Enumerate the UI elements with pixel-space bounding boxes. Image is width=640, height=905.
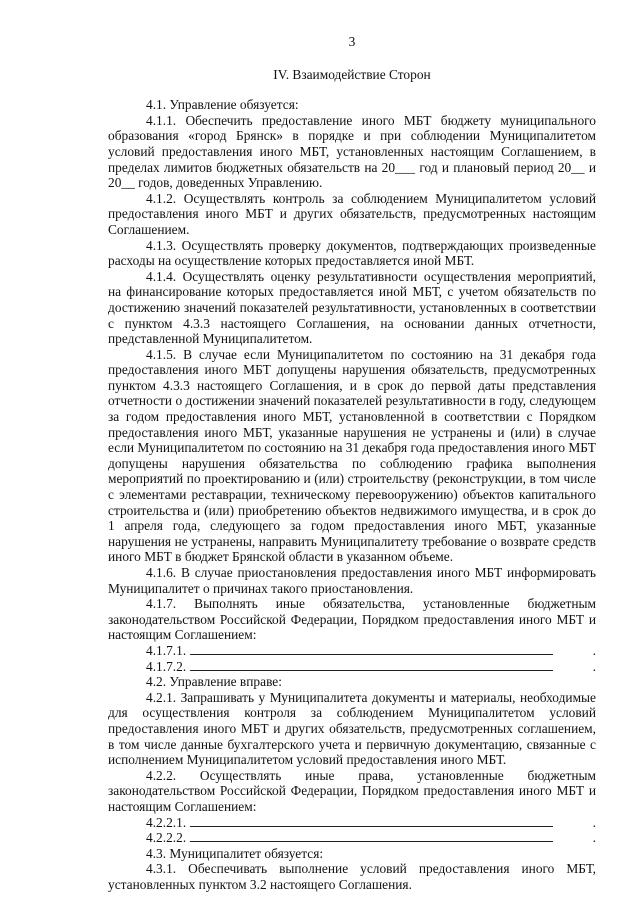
paragraph-4-1-4: 4.1.4. Осуществлять оценку результативности осуществления мероприятий, на финансирование которых предоставляется иной МБТ, с учетом обязательств по достижению значений показателей результативности, установленных в соответствии с пунктом 4.3.3 настоящего Соглашения, на основании данных отчетности, представленной Муниципалитетом.	[108, 268, 596, 347]
paragraph-4-1-5: 4.1.5. В случае если Муниципалитетом по состоянию на 31 декабря года предоставления иного МБТ допущены нарушения обязательств, предусмотренных пунктом 4.3.3 настоящего Соглашения, и в срок до первой даты представления отчетности о достижении значений показателей результативности в году, следующем за годом предоставления иного МБТ, установленной в соответствии с Порядком предоставления иного МБТ, указанные нарушения не устранены и (или) в случае если Муниципалитетом по состоянию на 31 декабря года предоставления иного МБТ допущены нарушения обязательства по соблюдению графика выполнения мероприятий по проектированию и (или) строительству (реконструкции, в том числе с элементами реставрации, техническому перевооружению) объектов капитального строительства и (или) приобретению объектов недвижимого имущества, и в срок до 1 апреля года, следующего за годом предоставления иного МБТ, указанные нарушения не устранены, направить Муниципалитету требование о возврате средств иного МБТ в бюджет Брянской области в указанном объеме.	[108, 346, 596, 565]
fill-line	[190, 830, 552, 842]
section-heading: IV. Взаимодействие Сторон	[273, 66, 431, 82]
paragraph-4-1-7: 4.1.7. Выполнять иные обязательства, установленные бюджетным законодательством Российской Федерации, Порядком предоставления иного МБТ и настоящим Соглашением:	[108, 596, 596, 643]
blank-line-4-2-2-2: 4.2.2.2. .	[146, 830, 596, 846]
paragraph-4-1-6: 4.1.6. В случае приостановления предоставления иного МБТ информировать Муниципалитет о причинах такого приостановления.	[108, 565, 596, 596]
paragraph-4-3-1: 4.3.1. Обеспечивать выполнение условий предоставления иного МБТ, установленных пунктом 3.2 настоящего Соглашения.	[108, 861, 596, 892]
paragraph-4-3: 4.3. Муниципалитет обязуется:	[146, 845, 324, 861]
blank-line-4-1-7-2: 4.1.7.2. .	[146, 658, 596, 674]
paragraph-4-2: 4.2. Управление вправе:	[146, 674, 282, 690]
paragraph-4-1-3: 4.1.3. Осуществлять проверку документов, подтверждающих произведенные расходы на осуществление которых предоставляется иной МБТ.	[108, 237, 596, 269]
fill-line	[190, 815, 552, 827]
paragraph-4-1-1: 4.1.1. Обеспечить предоставление иного МБТ бюджету муниципального образования «город Брянск» в порядке и при соблюдении Муниципалитетом условий предоставления иного МБТ, установленных настоящим Соглашением, в пределах лимитов бюджетных обязательств на 20___ год и плановый период 20__ и 20__ годов, доведенных Управлению.	[108, 112, 596, 191]
paragraph-4-1: 4.1. Управление обязуется:	[146, 97, 299, 113]
blank-line-4-1-7-1: 4.1.7.1. .	[146, 642, 596, 658]
page-number: 3	[348, 34, 356, 49]
paragraph-4-1-2: 4.1.2. Осуществлять контроль за соблюдением Муниципалитетом условий предоставления иного МБТ и других обязательств, предусмотренных настоящим Соглашением.	[108, 190, 596, 237]
blank-line-4-2-2-1: 4.2.2.1. .	[146, 814, 596, 830]
fill-line	[190, 643, 552, 655]
fill-line	[190, 659, 552, 671]
paragraph-4-2-1: 4.2.1. Запрашивать у Муниципалитета документы и материалы, необходимые для осуществления контроля за соблюдением Муниципалитетом условий предоставления иного МБТ и других обязательств, предусмотренных соглашением, в том числе данные бухгалтерского учета и первичную документацию, связанные с исполнением Муниципалитетом условий предоставления иного МБТ.	[108, 689, 596, 768]
paragraph-4-2-2: 4.2.2. Осуществлять иные права, установленные бюджетным законодательством Российской Федерации, Порядком предоставления иного МБТ и настоящим Соглашением:	[108, 767, 596, 814]
